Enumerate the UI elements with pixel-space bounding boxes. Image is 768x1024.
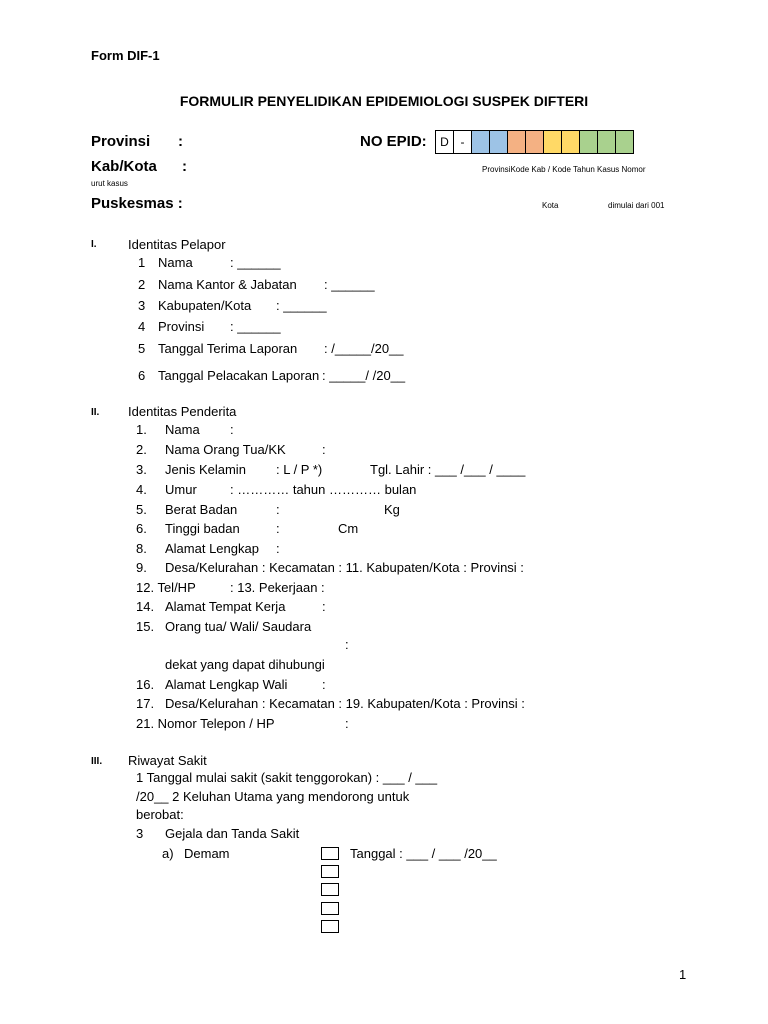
- s2-label17: Desa/Kelurahan : Kecamatan : 19. Kabupaten/Kota : Provinsi :: [165, 696, 525, 711]
- s2-value14: :: [322, 599, 326, 614]
- s2-label14: Alamat Tempat Kerja: [165, 599, 286, 614]
- s2-n2: 2.: [136, 442, 147, 457]
- epid-cell[interactable]: [471, 130, 490, 154]
- s2-colon15: :: [345, 637, 349, 652]
- s2-n14: 14.: [136, 599, 155, 614]
- s2-n15: 15.: [136, 619, 155, 634]
- epid-legend-dimulai: dimulai dari 001: [608, 201, 665, 210]
- s1-item-label: Nama Kantor & Jabatan: [158, 277, 297, 292]
- s2-label8: Alamat Lengkap: [165, 541, 259, 556]
- section2-title: Identitas Penderita: [128, 404, 237, 419]
- s1-item-value: : _____/ /20__: [322, 368, 406, 383]
- s2-value2: :: [322, 442, 326, 457]
- s1-item-label: Provinsi: [158, 319, 205, 334]
- s2-label5: Berat Badan: [165, 502, 238, 517]
- s2-label6: Tinggi badan: [165, 521, 240, 536]
- s2-label9: Desa/Kelurahan : Kecamatan : 11. Kabupaten/Kota : Provinsi :: [165, 560, 524, 575]
- provinsi-colon: :: [178, 133, 183, 150]
- symptom-checkbox[interactable]: [321, 865, 339, 878]
- no-epid-label: NO EPID:: [360, 133, 427, 150]
- s3-line3: berobat:: [136, 807, 184, 822]
- epid-cell[interactable]: [561, 130, 580, 154]
- epid-cell[interactable]: [597, 130, 616, 154]
- s1-item-label: Tanggal Pelacakan Laporan: [158, 368, 320, 383]
- s1-item-label: Nama: [158, 255, 193, 270]
- section1-title: Identitas Pelapor: [128, 237, 226, 252]
- symptom-checkbox[interactable]: [321, 902, 339, 915]
- s2-extra3: Tgl. Lahir : ___ /___ / ____: [370, 462, 526, 477]
- s3-sub-a-date: Tanggal : ___ / ___ /20__: [350, 846, 497, 861]
- s3-item3-number: 3: [136, 826, 144, 841]
- s2-label2: Nama Orang Tua/KK: [165, 442, 286, 457]
- kab-kota-colon: :: [182, 158, 187, 175]
- epid-cell[interactable]: [525, 130, 544, 154]
- epid-cell[interactable]: [615, 130, 634, 154]
- s3-line2: /20__ 2 Keluhan Utama yang mendorong untuk: [136, 789, 410, 804]
- page-title: FORMULIR PENYELIDIKAN EPIDEMIOLOGI SUSPEK DIFTERI: [179, 93, 589, 109]
- s3-sub-a-marker: a): [162, 846, 174, 861]
- s2-n6: 6.: [136, 521, 147, 536]
- epid-cell[interactable]: D: [435, 130, 454, 154]
- epid-cell[interactable]: -: [453, 130, 472, 154]
- s1-item-number: 5: [138, 341, 146, 356]
- s2-label16: Alamat Lengkap Wali: [165, 677, 288, 692]
- epid-cell[interactable]: [507, 130, 526, 154]
- s2-label15: Orang tua/ Wali/ Saudara: [165, 619, 312, 634]
- puskesmas-label: Puskesmas :: [91, 195, 183, 212]
- s2-value6: :: [276, 521, 280, 536]
- s2-label21: :: [345, 716, 349, 731]
- s1-item-value: : /_____/20__: [324, 341, 404, 356]
- s1-item-value: : ______: [276, 298, 327, 313]
- s2-n5: 5.: [136, 502, 147, 517]
- s2-n17: 17.: [136, 696, 155, 711]
- s2-value8: :: [276, 541, 280, 556]
- s1-item-value: : ______: [230, 255, 281, 270]
- s2-value5: :: [276, 502, 280, 517]
- form-code: Form DIF-1: [91, 48, 160, 63]
- epid-cell[interactable]: [579, 130, 598, 154]
- section2-number: II.: [91, 407, 100, 418]
- epid-cell[interactable]: [543, 130, 562, 154]
- s1-item-label: Tanggal Terima Laporan: [158, 341, 298, 356]
- s2-label3: Jenis Kelamin: [165, 462, 246, 477]
- s2-n3: 3.: [136, 462, 147, 477]
- s2-n21: 21. Nomor Telepon / HP: [136, 716, 275, 731]
- epid-legend-kota: Kota: [542, 201, 559, 210]
- legend-urut: urut kasus: [91, 179, 128, 188]
- s1-item-number: 4: [138, 319, 146, 334]
- symptom-checkbox[interactable]: [321, 847, 339, 860]
- kab-kota-label: Kab/Kota: [91, 158, 157, 175]
- s1-item-value: : ______: [324, 277, 375, 292]
- section1-number: I.: [91, 239, 97, 250]
- s3-line1: 1 Tanggal mulai sakit (sakit tenggorokan) : ___ / ___: [136, 770, 438, 785]
- s1-item-value: : ______: [230, 319, 281, 334]
- epid-legend: ProvinsiKode Kab / Kode Tahun Kasus Nomor: [482, 165, 646, 174]
- s1-item-number: 3: [138, 298, 146, 313]
- s2-label4: Umur: [165, 482, 197, 497]
- s2-label1: Nama: [165, 422, 200, 437]
- s1-item-number: 6: [138, 368, 146, 383]
- s2-n9: 9.: [136, 560, 147, 575]
- s3-item3-label: Gejala dan Tanda Sakit: [165, 826, 300, 841]
- section3-title: Riwayat Sakit: [128, 753, 207, 768]
- s2-extra6: Cm: [338, 521, 359, 536]
- s2-n8: 8.: [136, 541, 147, 556]
- s1-item-number: 2: [138, 277, 146, 292]
- s2-n4: 4.: [136, 482, 147, 497]
- page-number: 1: [679, 967, 687, 982]
- s1-item-number: 1: [138, 255, 146, 270]
- s3-sub-a-label: Demam: [184, 846, 230, 861]
- epid-cell[interactable]: [489, 130, 508, 154]
- s2-value1: :: [230, 422, 234, 437]
- symptom-checkbox[interactable]: [321, 920, 339, 933]
- s2-value4: : ………… tahun ………… bulan: [230, 482, 417, 497]
- s2-value3: : L / P *): [276, 462, 323, 477]
- epid-boxes: [436, 130, 634, 154]
- s2-n12: 12. Tel/HP: [136, 580, 196, 595]
- s2-label15b: dekat yang dapat dihubungi: [165, 657, 325, 672]
- s2-label12: : 13. Pekerjaan :: [230, 580, 325, 595]
- provinsi-label: Provinsi: [91, 133, 151, 150]
- s2-n16: 16.: [136, 677, 155, 692]
- s1-item-label: Kabupaten/Kota: [158, 298, 252, 313]
- section3-number: III.: [91, 756, 103, 767]
- s2-n1: 1.: [136, 422, 147, 437]
- symptom-checkbox[interactable]: [321, 883, 339, 896]
- s2-extra5: Kg: [384, 502, 400, 517]
- s2-value16: :: [322, 677, 326, 692]
